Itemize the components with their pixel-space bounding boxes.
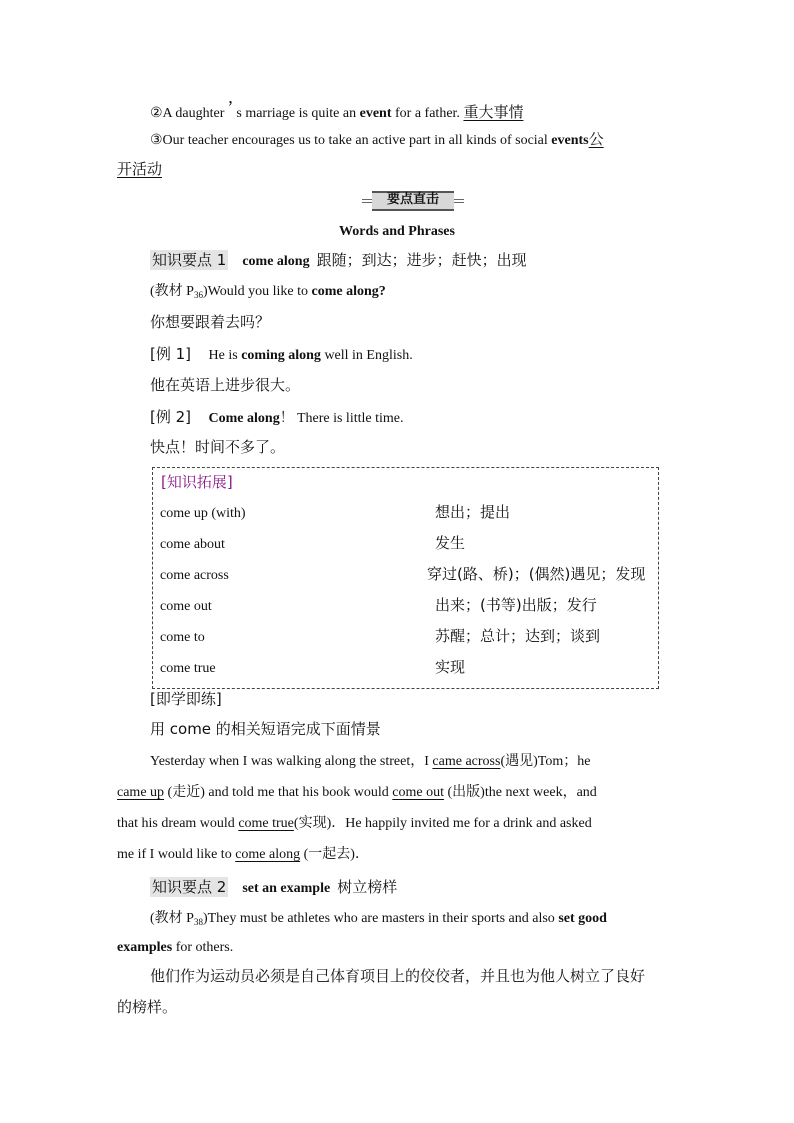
keyword: come along? [311, 284, 386, 299]
point-meaning: 跟随；到达；进步；赶快；出现 [316, 251, 527, 269]
practice-para-line4 [117, 846, 369, 864]
text: Yesterday when I was walking along the street，I [150, 754, 433, 769]
example-tag: [例 2] [150, 408, 192, 426]
text: (走近) and told me that his book would [164, 785, 393, 800]
knowledge-phrase: come about [160, 537, 225, 552]
point1-example2-cn: 快点！时间不多了。 [150, 438, 286, 456]
text: (一起去)． [300, 847, 369, 862]
knowledge-phrase: come across [160, 568, 229, 583]
keyword: set good [558, 911, 607, 926]
point-label: 知识要点 2 [152, 878, 227, 896]
point1-example2 [150, 408, 403, 428]
text: that his dream would [117, 816, 239, 831]
text: ！ There is little time. [279, 411, 404, 426]
text: well in English. [320, 348, 413, 363]
example-line-2 [150, 98, 523, 123]
knowledge-meaning: 实现 [435, 658, 466, 676]
answer: come along [235, 847, 301, 862]
section-title: Words and Phrases [339, 224, 455, 239]
knowledge-expansion-box [152, 467, 659, 689]
text: ②A daughter [150, 106, 225, 121]
practice-para-line3 [117, 815, 592, 833]
knowledge-phrase: come true [160, 661, 216, 676]
keyword: event [359, 106, 392, 121]
point-label: 知识要点 1 [152, 251, 227, 269]
text: )Would you like to [202, 284, 312, 299]
practice-tag: [即学即练] [150, 690, 222, 708]
practice-para-line2 [117, 784, 597, 802]
knowledge-meaning: 穿过(路、桥)；(偶然)遇见；发现 [427, 565, 646, 583]
answer: 重大事情 [463, 103, 524, 121]
example-line-3 [150, 130, 604, 150]
point1-heading [150, 251, 527, 271]
knowledge-phrase: come to [160, 630, 205, 645]
point2-cn-line2: 的榜样。 [117, 998, 178, 1016]
knowledge-title: [知识拓展] [161, 473, 233, 491]
answer: 开活动 [117, 160, 163, 178]
point-phrase: set an example [242, 881, 331, 896]
text: )They must be athletes who are masters in their sports and also [202, 911, 559, 926]
knowledge-meaning: 出来；(书等)出版；发行 [435, 596, 597, 614]
answer: come out [392, 785, 445, 800]
knowledge-phrase: come up (with) [160, 506, 246, 521]
point2-source-line1 [150, 910, 607, 931]
knowledge-meaning: 想出；提出 [435, 503, 511, 521]
answer: came up [117, 785, 165, 800]
point1-source [150, 283, 386, 304]
point1-example1 [150, 345, 413, 365]
keyword: coming along [241, 348, 321, 363]
text: for others. [172, 940, 234, 955]
keyword: examples [117, 940, 173, 955]
practice-para-line1 [150, 753, 590, 771]
practice-instruction: 用 come 的相关短语完成下面情景 [150, 720, 381, 738]
keyword: Come along [208, 411, 280, 426]
point-phrase: come along [242, 254, 310, 269]
point1-source-cn: 你想要跟着去吗？ [150, 313, 271, 331]
point1-example1-cn: 他在英语上进步很大。 [150, 376, 301, 394]
knowledge-meaning: 发生 [435, 534, 466, 552]
example-line-3-cont [117, 160, 162, 178]
page-subscript: 36 [193, 290, 203, 300]
answer: come true [238, 816, 294, 831]
banner-text: 要点直击 [386, 192, 439, 207]
keyword: events [551, 133, 589, 148]
example-tag: [例 1] [150, 345, 192, 363]
knowledge-meaning: 苏醒；总计；达到；谈到 [435, 627, 601, 645]
text: (教材 P [150, 284, 194, 299]
text: (实现)．He happily invited me for a drink and asked [293, 816, 592, 831]
text: ③Our teacher encourages us to take an active part in all kinds of social [150, 133, 552, 148]
point2-source-line2 [117, 939, 233, 957]
page-subscript: 38 [193, 917, 203, 927]
point2-heading [150, 878, 397, 898]
knowledge-phrase: come out [160, 599, 212, 614]
answer: 公 [588, 130, 604, 148]
text: (教材 P [150, 911, 194, 926]
apostrophe: ’ [227, 97, 234, 117]
answer: came across [432, 754, 501, 769]
section-banner [362, 191, 464, 209]
text: s marriage is quite an [236, 106, 360, 121]
text: (遇见)Tom；he [500, 754, 591, 769]
point-meaning: 树立榜样 [337, 878, 398, 896]
text: for a father. [391, 106, 464, 121]
point2-cn-line1: 他们作为运动员必须是自己体育项目上的佼佼者，并且也为他人树立了良好 [150, 967, 646, 985]
text: (出版)the next week，and [444, 785, 597, 800]
text: me if I would like to [117, 847, 236, 862]
text: He is [208, 348, 242, 363]
